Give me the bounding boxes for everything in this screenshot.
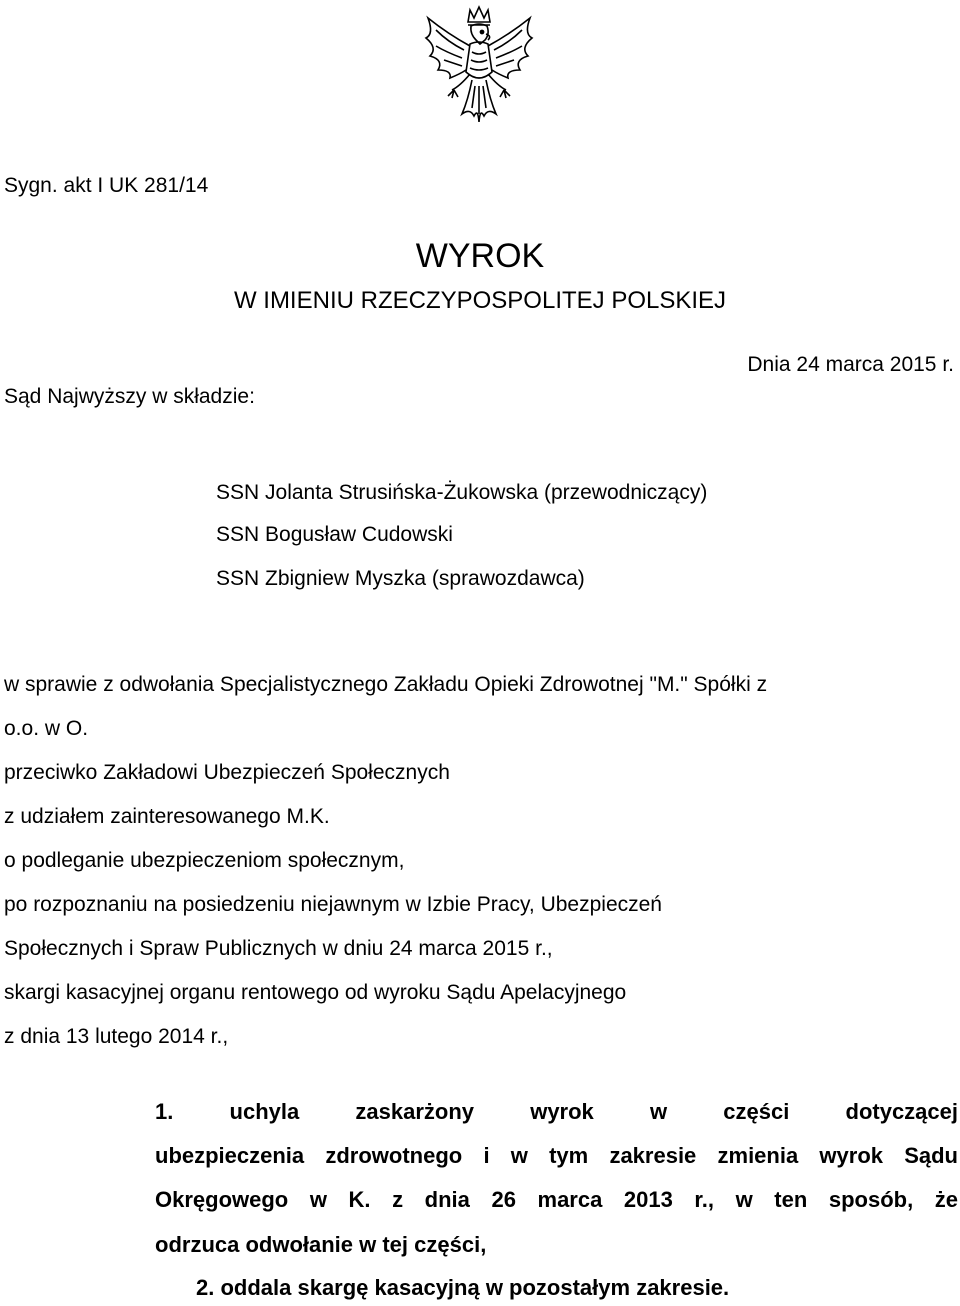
case-line: w sprawie z odwołania Specjalistycznego Zakładu Opieki Zdrowotnej "M." Spółki z: [4, 673, 768, 696]
judge-line: SSN Jolanta Strusińska-Żukowska (przewodniczący): [216, 481, 708, 504]
document-title: WYROK: [415, 237, 545, 275]
case-line: po rozpoznaniu na posiedzeniu niejawnym w Izbie Pracy, Ubezpieczeń: [4, 893, 662, 916]
ruling-point-1-line: odrzuca odwołanie w tej części,: [155, 1232, 487, 1257]
polish-eagle-emblem-icon: [408, 4, 550, 128]
ruling-date: Dnia 24 marca 2015 r.: [747, 353, 954, 376]
ruling-point-2: 2. oddala skargę kasacyjną w pozostałym zakresie.: [196, 1275, 730, 1300]
judge-line: SSN Bogusław Cudowski: [216, 523, 453, 546]
case-line: przeciwko Zakładowi Ubezpieczeń Społecznych: [4, 761, 450, 784]
case-line: z udziałem zainteresowanego M.K.: [4, 805, 330, 828]
court-composition-label: Sąd Najwyższy w składzie:: [4, 385, 255, 408]
case-line: skargi kasacyjnej organu rentowego od wyroku Sądu Apelacyjnego: [4, 981, 627, 1004]
case-line: o.o. w O.: [4, 717, 89, 740]
ruling-point-1-line: 1. uchyla zaskarżony wyrok w części dotyczącej: [155, 1099, 958, 1124]
case-line: Społecznych i Spraw Publicznych w dniu 24 marca 2015 r.,: [4, 937, 553, 960]
case-signature: Sygn. akt I UK 281/14: [4, 174, 209, 197]
document-subtitle: W IMIENIU RZECZYPOSPOLITEJ POLSKIEJ: [233, 287, 727, 314]
case-line: z dnia 13 lutego 2014 r.,: [4, 1025, 229, 1048]
judge-line: SSN Zbigniew Myszka (sprawozdawca): [216, 567, 585, 590]
case-line: o podleganie ubezpieczeniom społecznym,: [4, 849, 405, 872]
ruling-point-1-line: ubezpieczenia zdrowotnego i w tym zakresie zmienia wyrok Sądu: [155, 1143, 958, 1168]
ruling-point-1-line: Okręgowego w K. z dnia 26 marca 2013 r., w ten sposób, że: [155, 1187, 958, 1212]
